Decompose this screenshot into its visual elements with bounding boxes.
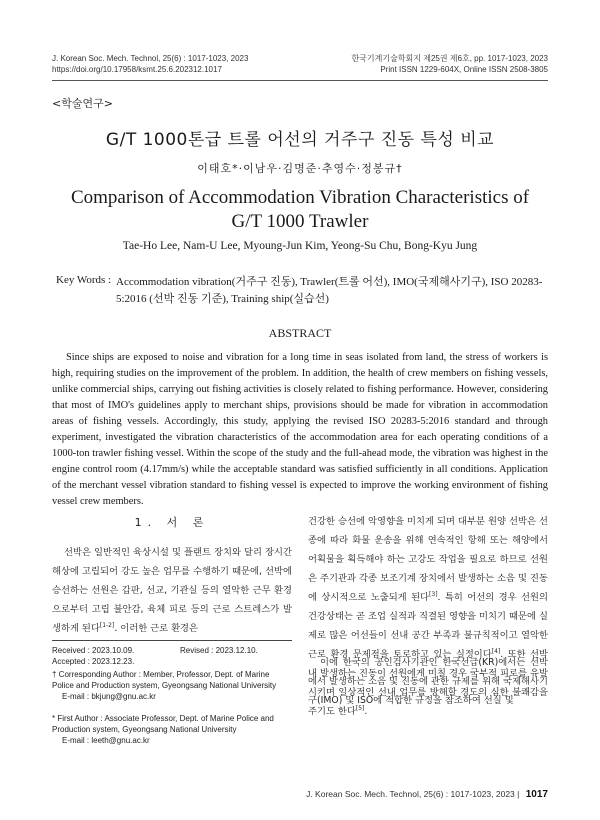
revised-date: Revised : 2023.12.10. — [180, 646, 258, 655]
page-footer — [306, 789, 548, 800]
journal-citation-ko: 한국기계기술학회지 제25권 제6호, pp. 1017-1023, 2023 — [351, 54, 548, 63]
abstract-heading: ABSTRACT — [268, 326, 332, 340]
footer-citation: J. Korean Soc. Mech. Technol, 25(6) : 1017-1023, 2023 — [306, 789, 515, 799]
running-header-left — [52, 53, 248, 75]
running-header-right — [351, 53, 548, 75]
authors-korean: 이태호*·이남우·김명준·추영수·정봉규† — [197, 162, 403, 175]
intro-right-text-b: . 특히 어선의 경우 선원의 건강상태는 곧 조업 실적과 직결된 영향을 미치기 때문에 실제로 많은 어선들이 선내 공간 부족과 불규칙적이고 열악한 근로 환경 문제점을 토로하고 있는 실정이다 — [308, 592, 548, 660]
intro-p1-text: 선박은 일반적인 육상시설 및 플랜트 장치와 달리 장시간 해상에 고립되어 강도 높은 업무를 수행하기 때문에, 선박에 승선하는 선원은 갑판, 선교, 기관실 등의 열악한 근무 환경으로부터 고립 불안감, 육체 피로 등의 근로 스트레스가 발생하게 된다 — [52, 547, 292, 634]
corresponding-author-affiliation: † Corresponding Author : Member, Professor, Dept. of Marine Police and Production system, Gyeongsang National University — [52, 670, 277, 690]
first-author-note — [52, 713, 292, 746]
first-author-email[interactable]: E-mail : leeth@gnu.ac.kr — [62, 736, 150, 745]
received-date: Received : 2023.10.09. — [52, 646, 135, 655]
issn-line: Print ISSN 1229-604X, Online ISSN 2508-3805 — [380, 65, 548, 74]
title-korean: G/T 1000톤급 트롤 어선의 거주구 진동 특성 비교 — [105, 130, 495, 150]
intro-right-text-c: . 또한 선박 내 발생하는 진동이 선원에게 미칠 경우 국부적 피로를 유발시키며 일상적인 선내 업무를 방해할 경도의 심한 불쾌감을 주기도 한다 — [308, 649, 548, 717]
title-english: Comparison of Accommodation Vibration Characteristics of G/T 1000 Trawler — [70, 187, 530, 232]
article-type-tag: <학술연구> — [52, 97, 113, 110]
first-author-affiliation: * First Author : Associate Professor, Dept. of Marine Police and Production system, Gyeongsang National University — [52, 714, 274, 734]
keywords-text: Accommodation vibration(거주구 진동), Trawler(트롤 어선), IMO(국제해사기구), ISO 20283-5:2016 (선박 진동 기준), Training ship(실습선) — [116, 276, 543, 305]
intro-paragraph-2: 이에 한국의 공인검사기관인 한국선급(KR)에서는 선박에서 발생하는 소음 및 진동에 관한 규제를 위해 국제해사기구(IMO) 및 ISO에 적합한 규정을 참조하여 선실 및 — [308, 657, 548, 706]
intro-p1-tail: . 이러한 근로 환경은 — [114, 623, 199, 634]
authors-english: Tae-Ho Lee, Nam-U Lee, Myoung-Jun Kim, Yeong-Su Chu, Bong-Kyu Jung — [122, 240, 478, 252]
corresponding-author-note — [52, 669, 292, 702]
citation-ref[interactable]: [4] — [491, 647, 501, 655]
abstract-body: Since ships are exposed to noise and vibration for a long time in seas isolated from land, the stress of workers is high, requiring studies on the improvement of the problem. In addition, the health of crew members on fishing vessels, unlike commercial ships, carrying out fishing activities is closely related to fishing performance. However, considering that most of IMO's guidelines apply to merchant ships, provisions should be made for vibration in accommodation areas of fishing vessels. Accordingly, this study, applying the revised ISO 20283-5:2016 standard and through experiment, investigated the vibration characteristics of the accommodation area for each operating conditions of a 1000-ton trawler fishing vessel. Within the scope of the study and the full-ahead mode, the vibration was highest in the engine control room (4.17mm/s) while the acceptable standard was satisfied sufficiently in all conditions. Application of the merchant vessel vibration standard to fishing vessel is expected to improve the working environment of fishing vessel crew members. — [52, 352, 548, 507]
keywords-label: Key Words : — [56, 274, 112, 286]
journal-citation: J. Korean Soc. Mech. Technol, 25(6) : 1017-1023, 2023 — [52, 54, 249, 63]
intro-paragraph-1 — [52, 543, 292, 638]
header-divider — [52, 80, 548, 81]
doi-link[interactable]: https://doi.org/10.17958/ksmt.25.6.202312.1017 — [52, 65, 222, 74]
footnote-dates — [52, 645, 292, 656]
corresponding-author-email[interactable]: E-mail : bkjung@gnu.ac.kr — [62, 692, 156, 701]
intro-right-text-a: 건강한 승선에 악영향을 미치게 되며 대부분 원양 선박은 선종에 따라 화물 운송을 위해 연속적인 항해 또는 해양에서 어획물을 획득해야 하는 고강도 작업을 필요로 하므로 선원은 주기관과 각종 보조기계 장치에서 발생하는 소음 및 진동에 상시적으로 노출되게 된다 — [308, 516, 548, 603]
section-heading-introduction: 1. 서 론 — [134, 516, 210, 529]
citation-ref[interactable]: [1-2] — [99, 621, 115, 629]
intro-right-text-d: . — [364, 706, 368, 717]
footnote-divider — [52, 640, 292, 641]
accepted-date: Accepted : 2023.12.23. — [52, 657, 135, 666]
citation-ref[interactable]: [3] — [429, 590, 438, 598]
page-number: 1017 — [525, 789, 548, 800]
footer-separator: | — [517, 789, 520, 799]
citation-ref[interactable]: [5] — [355, 704, 365, 712]
